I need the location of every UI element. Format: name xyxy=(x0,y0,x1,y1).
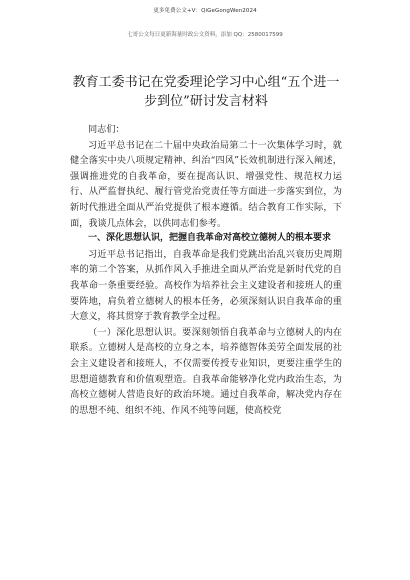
body-paragraph-intro: 习近平总书记在二十届中央政治局第二十一次集体学习时，就健全落实中央八项规定精神、纠治“四风”长效机制进行深入阐述，强调推进党的自我革命，要在提高认识、增强党性、规范权力运行、从严监督执纪、履行管党治党责任等方面进一步落实到位，为新时代推进全面从严治党提供了根本遵循。结合教育工作实际，下面，我谈几点体会，以供同志们参考。 xyxy=(70,139,342,229)
header-watermark-note: 更多免费公文+V：QiGeGongWen2024 xyxy=(153,8,257,14)
document-body xyxy=(70,122,342,418)
section-heading-1: 一、深化思想认识，把握自我革命对高校立德树人的根本要求 xyxy=(88,233,332,244)
body-paragraph-section1-b: （一）深化思想认识。要深刻领悟自我革命与立德树人的内在联系。立德树人是高校的立身之本，培养德智体美劳全面发展的社会主义建设者和接班人，不仅需要传授专业知识，更要注重学生的思想道德教育和价值观塑造。自我革命能够净化党内政治生态，为高校立德树人营造良好的政治环境。通过自我革命，解决党内存在的思想不纯、组织不纯、作风不纯等问题，使高校党 xyxy=(70,326,342,416)
salutation: 同志们： xyxy=(88,124,125,135)
header-sub-note: 七哥公文每日更新海量时政公文资料，添加 QQ：2580017599 xyxy=(127,32,283,38)
body-paragraph-section1-a: 习近平总书记指出，自我革命是我们党跳出治乱兴衰历史周期率的第二个答案，从抓作风入手推进全面从严治党是新时代党的自我革命一条重要经验。高校作为培养社会主义建设者和接班人的重要阵地，肩负着立德树人的根本任务，必须深刻认识自我革命的重大意义，将其贯穿于教育教学全过程。 xyxy=(70,248,342,323)
document-title: 教育工委书记在党委理论学习中心组“五个进一步到位”研讨发言材料 xyxy=(72,75,340,109)
